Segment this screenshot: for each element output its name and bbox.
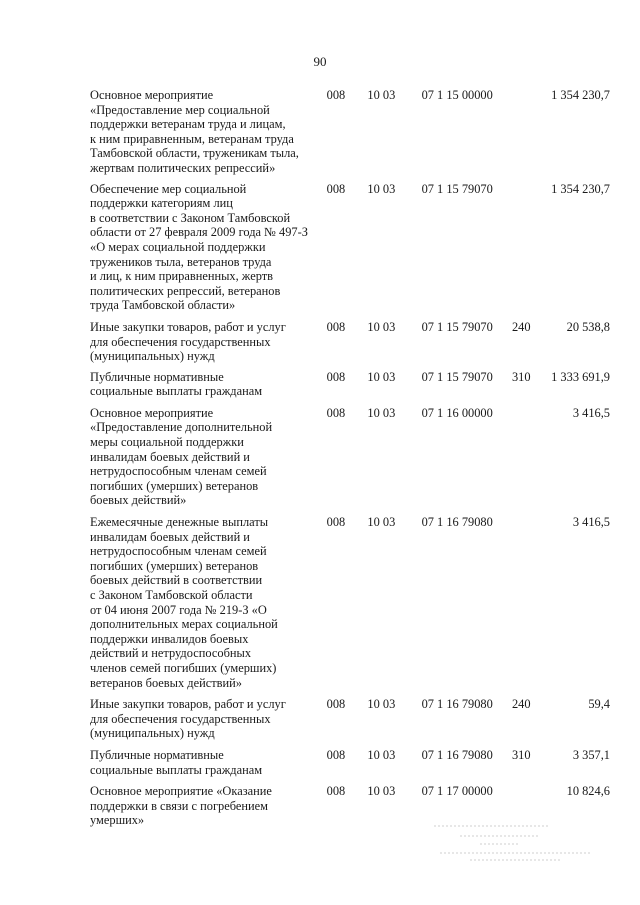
row-program-code: 07 1 16 79080 [421,747,493,762]
row-section-code: 10 03 [367,515,396,530]
row-ministry-code: 008 [326,319,346,334]
row-amount: 3 357,1 [572,747,610,762]
row-ministry-code: 008 [326,88,346,102]
row-description: Публичные нормативные социальные выплаты гражданам [90,369,263,399]
row-program-code: 07 1 16 79080 [421,515,493,530]
row-description: Основное мероприятие «Оказание поддержки в связи с погребением умерших» [90,784,272,828]
row-ministry-code: 008 [326,181,346,196]
row-section-code: 10 03 [367,405,396,420]
row-amount: 3 416,5 [572,405,610,420]
row-description: Обеспечение мер социальной поддержки категориям лиц в соответствии с Законом Тамбовской области от 27 февраля 2009 года № 497-З «О мерах социальной поддержки тружеников тыла, ветеранов труда и лиц, к ним приравненных, жертв политических репрессий, ветеранов труда Тамбовской области» [90,181,308,313]
row-program-code: 07 1 17 00000 [421,784,493,799]
row-amount: 10 824,6 [566,784,610,799]
row-ministry-code: 008 [326,697,346,712]
row-section-code: 10 03 [367,747,396,762]
row-section-code: 10 03 [367,784,396,799]
row-section-code: 10 03 [367,181,396,196]
row-amount: 1 354 230,7 [551,88,610,102]
row-ministry-code: 008 [326,747,346,762]
row-description: Иные закупки товаров, работ и услуг для обеспечения государственных (муниципальных) нужд [90,319,286,364]
row-expense-type: 310 [511,747,531,762]
row-ministry-code: 008 [326,515,346,530]
row-amount: 1 354 230,7 [551,181,610,196]
faded-stamp-mark [430,822,600,862]
table-row [90,320,610,364]
row-ministry-code: 008 [326,784,346,799]
table-row [90,515,610,690]
row-section-code: 10 03 [367,697,396,712]
row-description: Публичные нормативные социальные выплаты гражданам [90,747,263,777]
row-section-code: 10 03 [367,88,396,102]
row-amount: 1 333 691,9 [551,369,610,384]
row-ministry-code: 008 [326,369,346,384]
row-program-code: 07 1 16 00000 [421,405,493,420]
table-row [90,748,610,777]
row-description: Основное мероприятие «Предоставление мер социальной поддержки ветеранам труда и лицам, к ним приравненным, ветеранам труда Тамбовской области, труженикам тыла, жертвам политических репрессий» [90,88,299,175]
page-number: 90 [313,54,327,69]
row-expense-type: 310 [511,369,531,384]
row-description: Иные закупки товаров, работ и услуг для обеспечения государственных (муниципальных) нужд [90,697,286,741]
row-description: Основное мероприятие «Предоставление дополнительной меры социальной поддержки инвалидам боевых действий и нетрудоспособным членам семей погибших (умерших) ветеранов боевых действий» [90,405,273,508]
row-section-code: 10 03 [367,369,396,384]
table-row [90,88,610,176]
table-row [90,697,610,741]
budget-table [90,88,610,828]
row-ministry-code: 008 [326,405,346,420]
row-program-code: 07 1 15 79070 [421,181,493,196]
row-amount: 59,4 [588,697,610,712]
row-program-code: 07 1 15 79070 [421,369,493,384]
table-row [90,370,610,399]
row-program-code: 07 1 15 00000 [421,88,493,102]
row-section-code: 10 03 [367,319,396,334]
table-row [90,182,610,313]
table-row [90,406,610,508]
row-amount: 3 416,5 [572,515,610,530]
row-expense-type: 240 [511,697,531,712]
row-program-code: 07 1 16 79080 [421,697,493,712]
row-program-code: 07 1 15 79070 [421,319,493,334]
row-description: Ежемесячные денежные выплаты инвалидам боевых действий и нетрудоспособным членам семей погибших (умерших) ветеранов боевых действий в соответствии с Законом Тамбовской области от 04 июня 2007 года № 219-З «О дополнительных мерах социальной поддержки инвалидов боевых действий и нетрудоспособных членов семей погибших (умерших) ветеранов боевых действий» [90,515,278,690]
row-amount: 20 538,8 [566,319,610,334]
row-expense-type: 240 [511,319,531,334]
